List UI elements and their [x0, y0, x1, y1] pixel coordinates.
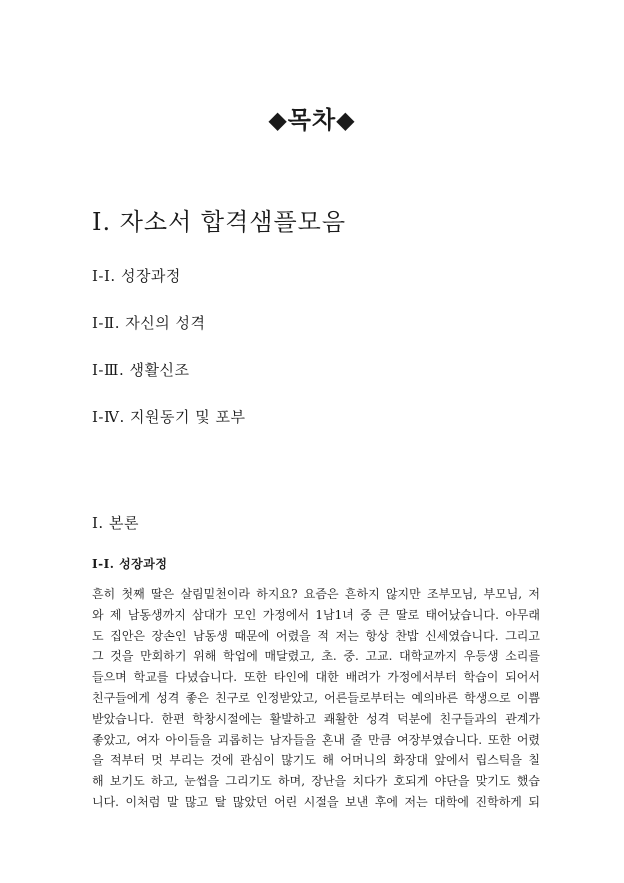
toc-item-growth: Ⅰ-Ⅰ. 성장과정	[92, 267, 181, 285]
toc-item-personality: Ⅰ-Ⅱ. 자신의 성격	[92, 314, 206, 332]
body-line: 좋았고, 여자 아이들을 괴롭히는 남자들을 혼내 줄 만큼 여장부였습니다. 또한 어렸	[92, 732, 540, 747]
body-line: 친구들에게 성격 좋은 친구로 인정받았고, 어른들로부터는 예의바른 학생으로 이쁨	[92, 690, 540, 705]
section-heading: Ⅰ. 본론	[92, 514, 139, 532]
toc-title: ◆목차◆	[268, 105, 356, 134]
body-line: 도 집안은 장손인 남동생 때문에 어렸을 적 저는 항상 찬밥 신세였습니다. 그리고	[92, 628, 540, 643]
body-line: 해 보기도 하고, 눈썹을 그리기도 하며, 장난을 치다가 호되게 야단을 맞기도 했습	[92, 774, 540, 789]
subsection-heading: Ⅰ-Ⅰ. 성장과정	[92, 557, 168, 571]
body-line: 들으며 학교를 다녔습니다. 또한 타인에 대한 배려가 가정에서부터 학습이 되어서	[92, 670, 540, 685]
main-heading: Ⅰ. 자소서 합격샘플모음	[92, 208, 347, 236]
body-line: 받았습니다. 한편 학창시절에는 활발하고 쾌활한 성격 덕분에 친구들과의 관계가	[92, 711, 540, 726]
body-line: 그 것을 만회하기 위해 학업에 매달렸고, 초. 중. 고교. 대학교까지 우등생 소리를	[92, 649, 540, 664]
toc-list	[92, 266, 245, 454]
toc-item-motivation: Ⅰ-Ⅳ. 지원동기 및 포부	[92, 408, 246, 426]
body-line: 니다. 이처럼 말 많고 탈 많았던 어린 시절을 보낸 후에 저는 대학에 진학하게 되	[92, 794, 540, 809]
body-line: 을 적부터 멋 부리는 것에 관심이 많기도 해 어머니의 화장대 앞에서 립스틱을 칠	[92, 753, 540, 768]
body-line: 와 제 남동생까지 삼대가 모인 가정에서 1남1녀 중 큰 딸로 태어났습니다. 아무래	[92, 607, 540, 622]
body-paragraph	[92, 584, 540, 813]
body-line: 흔히 첫째 딸은 살림밑천이라 하지요? 요즘은 흔하지 않지만 조부모님, 부모님, 저	[92, 587, 540, 601]
toc-item-life-motto: Ⅰ-Ⅲ. 생활신조	[92, 361, 190, 379]
